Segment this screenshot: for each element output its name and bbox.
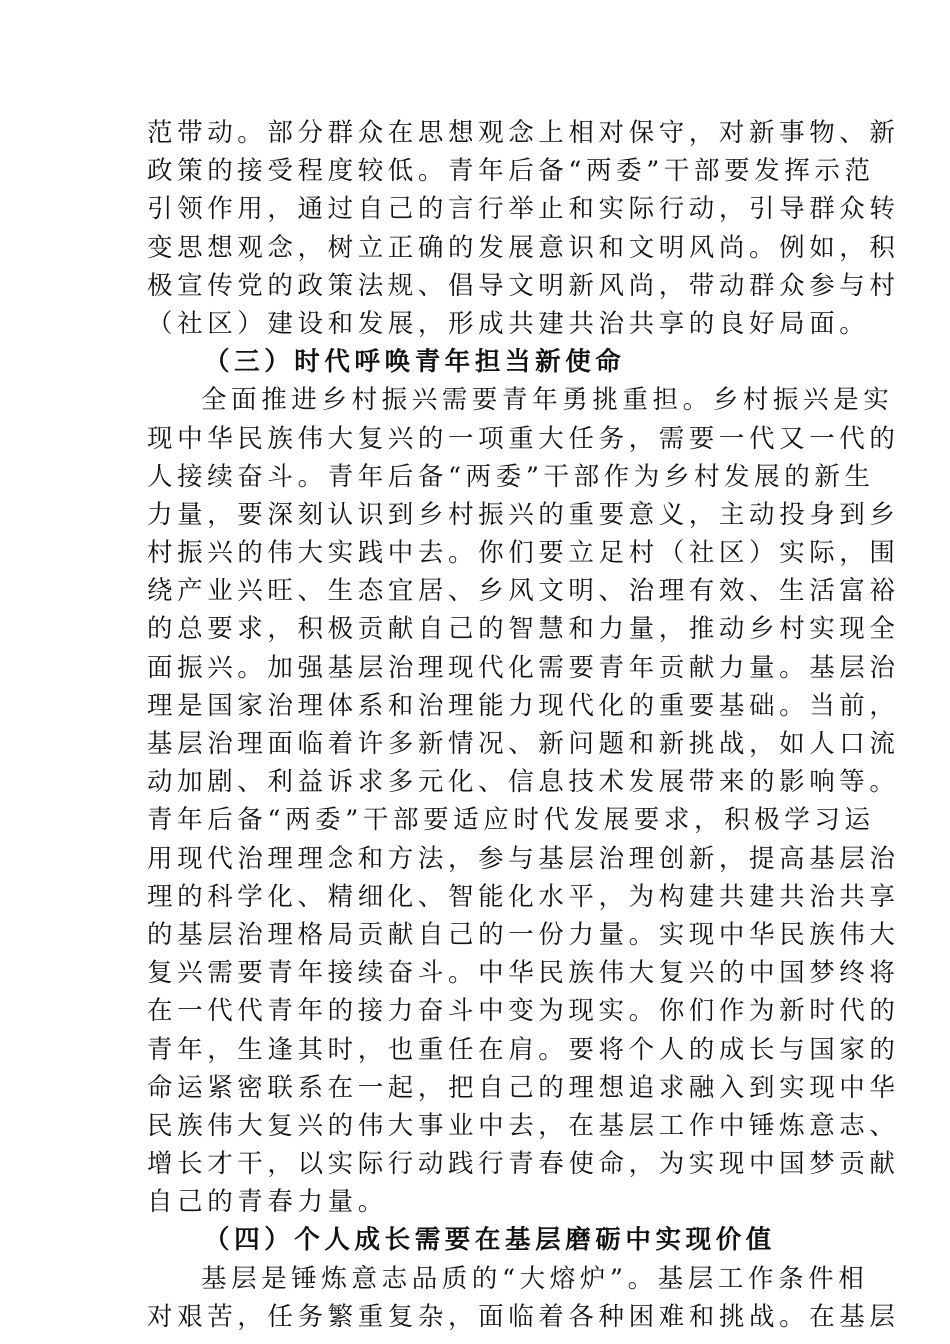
body-line: 基层治理面临着许多新情况、新问题和新挑战，如人口流 bbox=[147, 729, 900, 759]
body-line: 青年，生逢其时，也重任在肩。要将个人的成长与国家的 bbox=[147, 1034, 900, 1065]
body-line: 理是国家治理体系和治理能力现代化的重要基础。当前， bbox=[147, 690, 900, 721]
body-line: 的总要求，积极贡献自己的智慧和力量，推动乡村实现全 bbox=[147, 614, 900, 645]
body-line: 对艰苦，任务繁重复杂，面临着各种困难和挑战。在基层 bbox=[147, 1301, 900, 1332]
body-line: 范带动。部分群众在思想观念上相对保守，对新事物、新 bbox=[147, 118, 900, 148]
body-line: 动加剧、利益诉求多元化、信息技术发展带来的影响等。 bbox=[147, 767, 900, 798]
body-line: 引领作用，通过自己的言行举止和实际行动，引导群众转 bbox=[147, 194, 900, 225]
body-line: 理的科学化、精细化、智能化水平，为构建共建共治共享 bbox=[147, 881, 900, 912]
body-line: 增长才干，以实际行动践行青春使命，为实现中国梦贡献 bbox=[147, 1149, 900, 1180]
body-line: 绕产业兴旺、生态宜居、乡风文明、治理有效、生活富裕 bbox=[147, 576, 900, 607]
body-line: 全面推进乡村振兴需要青年勇挑重担。乡村振兴是实 bbox=[201, 385, 894, 416]
body-line: 青年后备“两委”干部要适应时代发展要求，积极学习运 bbox=[147, 805, 875, 836]
body-line: （社区）建设和发展，形成共建共治共享的良好局面。 bbox=[147, 308, 870, 339]
body-line: 变思想观念，树立正确的发展意识和文明风尚。例如，积 bbox=[147, 232, 900, 263]
body-line: 的基层治理格局贡献自己的一份力量。实现中华民族伟大 bbox=[147, 919, 900, 950]
body-line: 用现代治理理念和方法，参与基层治理创新，提高基层治 bbox=[147, 843, 900, 874]
body-line: 基层是锤炼意志品质的“大熔炉”。基层工作条件相 bbox=[201, 1263, 869, 1294]
body-line: 村振兴的伟大实践中去。你们要立足村（社区）实际，围 bbox=[147, 538, 900, 569]
body-line: 民族伟大复兴的伟大事业中去，在基层工作中锤炼意志、 bbox=[147, 1110, 900, 1141]
body-line: 人接续奋斗。青年后备“两委”干部作为乡村发展的新生 bbox=[147, 461, 875, 492]
document-body bbox=[147, 114, 900, 1336]
body-line: 命运紧密联系在一起，把自己的理想追求融入到实现中华 bbox=[147, 1072, 900, 1103]
body-line: 复兴需要青年接续奋斗。中华民族伟大复兴的中国梦终将 bbox=[147, 958, 900, 989]
section-heading-three: （三）时代呼唤青年担当新使命 bbox=[204, 347, 626, 378]
body-line: 极宣传党的政策法规、倡导文明新风尚，带动群众参与村 bbox=[147, 270, 900, 301]
body-line: 力量，要深刻认识到乡村振兴的重要意义，主动投身到乡 bbox=[147, 499, 900, 530]
body-line: 自己的青春力量。 bbox=[147, 1187, 388, 1218]
section-heading-four: （四）个人成长需要在基层磨砺中实现价值 bbox=[204, 1225, 776, 1256]
body-line: 面振兴。加强基层治理现代化需要青年贡献力量。基层治 bbox=[147, 652, 900, 683]
body-line: 在一代代青年的接力奋斗中变为现实。你们作为新时代的 bbox=[147, 996, 900, 1027]
body-line: 现中华民族伟大复兴的一项重大任务，需要一代又一代的 bbox=[147, 423, 900, 454]
body-line: 政策的接受程度较低。青年后备“两委”干部要发挥示范 bbox=[147, 156, 875, 187]
